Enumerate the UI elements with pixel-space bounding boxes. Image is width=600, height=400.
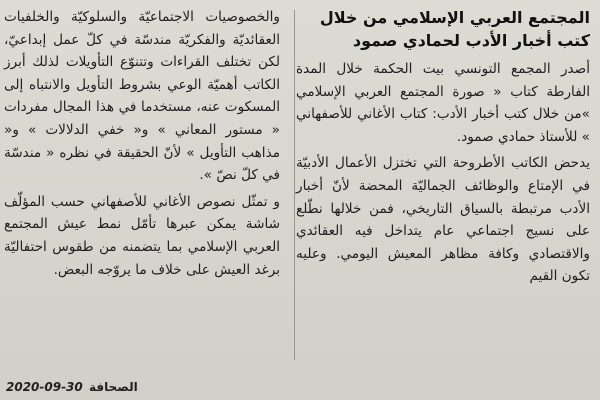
paragraph-thesis: يدحض الكاتب الأطروحة التي تختزل الأعمال الأدبيّة في الإمتاع والوظائف الجماليّة المحضة لأنّ أخبار الأدب مرتبطة بالسياق التاريخي، فمن خلالها نطّلع على نسيج اجتماعي عام يتداخل فيه العقائدي والاقتصادي وكافة مظاهر المعيش اليومي. وعليه تكون القيم	[296, 155, 590, 285]
publication-footer	[6, 380, 138, 394]
right-column	[290, 0, 600, 400]
paragraph-intro: أصدر المجمع التونسي بيت الحكمة خلال المدة الفارطة كتاب « صورة المجتمع العربي الإسلامي »من خلال كتب أخبار الأدب: كتاب الأغاني للأصفهاني » للأستاذ حمادي صمود.	[296, 61, 590, 145]
paragraph-interpretation: والخصوصيات الاجتماعيّة والسلوكيّة والخلفيات العقائديّة والفكريّة مندسّة في كلّ عمل إبداعيّ، لكن تختلف القراءات وتتنوّع التأويلات لذلك أبرز الكاتب أهميّة الوعي بشروط التأويل والانتباه إلى المسكوت عنه، مستخدما في هذا المجال مفردات « مستور المعاني » و« خفي الدلالات » و« مذاهب التأويل » لأنّ الحقيقة في نظره « مندسّة في كلّ نصّ ».	[4, 9, 280, 184]
left-column	[0, 0, 290, 400]
publication-date: 2020-09-30	[6, 380, 83, 394]
article-byline: كتب أخبار الأدب لحمادي صمود	[352, 31, 590, 50]
publication-source: الصحافة	[88, 380, 138, 394]
column-divider	[294, 10, 295, 360]
article-headline: المجتمع العربي الإسلامي من خلال	[319, 8, 590, 27]
paragraph-aghani: و تمثّل نصوص الأغاني للأصفهاني حسب المؤلّف شاشة يمكن عبرها تأمّل نمط عيش المجتمع العربي الإسلامي بما يتضمنه من طقوس احتفاليّة برغد العيش على خلاف ما يروّجه البعض.	[4, 193, 280, 278]
